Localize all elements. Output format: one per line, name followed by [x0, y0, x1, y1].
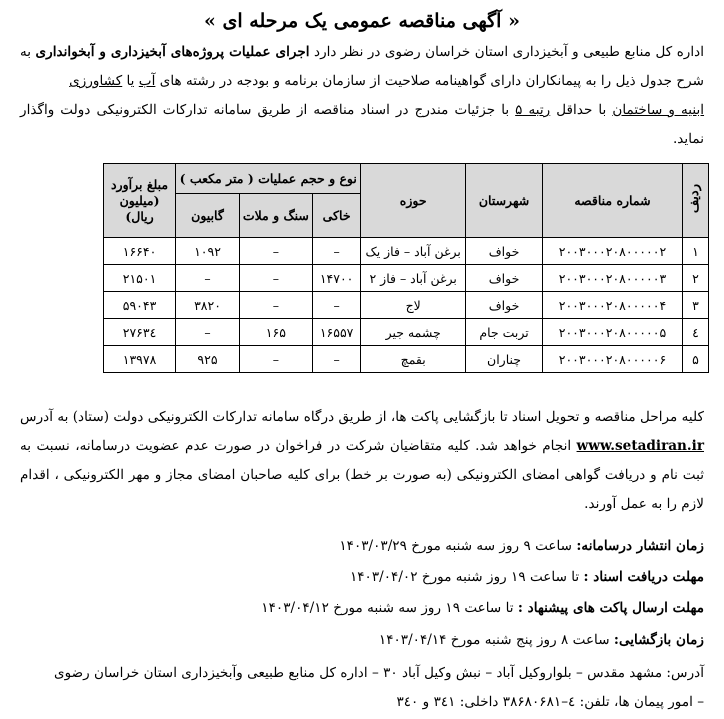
header-estimate: مبلغ برآورد (میلیون ریال)	[104, 164, 176, 238]
cell-stone: –	[239, 265, 312, 292]
header-area: حوزه	[361, 164, 466, 238]
cell-area: برغن آباد – فاز یک	[361, 238, 466, 265]
cell-earth: –	[312, 238, 361, 265]
cell-area: بقمچ	[361, 346, 466, 373]
schedule-label: زمان انتشار درسامانه:	[576, 538, 704, 554]
notice-title: « آگهی مناقصه عمومی یک مرحله ای »	[204, 10, 520, 32]
intro-text-4: با جزئیات مندرج در اسناد مناقصه از طریق سامانه تدارکات الکترونیکی دولت واگذار نماید.	[20, 102, 704, 147]
cell-county: تربت جام	[466, 319, 543, 346]
address-line-2: – امور پیمان ها، تلفن: ٤–۳۸۶۸۰۶۸۱ داخلی: ۳٤۱ و ۳٤۰	[396, 694, 704, 710]
field-water: آب	[138, 73, 156, 89]
stages-paragraph	[20, 403, 704, 519]
table-row	[104, 319, 709, 346]
schedule-value: ساعت ۹ روز سه شنبه مورخ ۱۴۰۳/۰۳/۲۹	[339, 538, 577, 554]
header-county: شهرستان	[466, 164, 543, 238]
intro-or-1: یا	[122, 73, 139, 89]
stages-text-2: انجام خواهد شد. کلیه متقاضیان شرکت در فراخوان در صورت عدم عضویت درسامانه، نسبت به ثبت نام و دریافت گواهی امضای الکترونیکی (به صورت بر خط) برای کلیه صاحبان امضای مجاز و مهر الکترونیکی ، اقدام لازم را به عمل آورند.	[20, 438, 704, 512]
schedule-receive-docs	[20, 563, 704, 592]
cell-tender-no: ۲۰۰۳۰۰۰۲۰۸۰۰۰۰۰۳	[543, 265, 683, 292]
schedule-submit-bids	[20, 594, 704, 623]
header-ops-group: نوع و حجم عملیات ( متر مکعب )	[176, 164, 361, 194]
schedule-label: مهلت ارسال پاکت های پیشنهاد :	[517, 600, 704, 616]
cell-tender-no: ۲۰۰۳۰۰۰۲۰۸۰۰۰۰۰۶	[543, 346, 683, 373]
cell-stone: –	[239, 238, 312, 265]
schedule-label: مهلت دریافت اسناد :	[583, 569, 704, 585]
cell-stone: –	[239, 292, 312, 319]
field-agriculture: کشاورزی	[69, 73, 123, 89]
address-line-1: آدرس: مشهد مقدس – بلواروکیل آباد – نبش وکیل آباد ۳۰ – اداره کل منابع طبیعی وآبخیزداری استان خراسان رضوی	[53, 665, 704, 681]
project-title: اجرای عملیات پروژه‌های آبخیزداری و آبخوانداری	[35, 44, 310, 60]
cell-estimate: ۱۳۹۷۸	[104, 346, 176, 373]
schedule-value: تا ساعت ۱۹ روز شنبه مورخ ۱۴۰۳/۰۴/۰۲	[349, 569, 584, 585]
cell-area: چشمه جیر	[361, 319, 466, 346]
header-row-no: ردیف	[682, 164, 708, 238]
cell-estimate: ۱۶۶۴۰	[104, 238, 176, 265]
intro-paragraph	[20, 38, 704, 154]
cell-earth: ۱۴۷۰۰	[312, 265, 361, 292]
cell-gabion: ۱۰۹۲	[176, 238, 240, 265]
table-row	[104, 292, 709, 319]
cell-earth: ۱۶۵۵۷	[312, 319, 361, 346]
tender-table	[103, 163, 709, 373]
header-tender-no: شماره مناقصه	[543, 164, 683, 238]
intro-text-2: به شرح جدول ذیل را به پیمانکاران دارای گواهینامه صلاحیت از سازمان برنامه و بودجه در رشته های	[20, 44, 704, 89]
cell-earth: –	[312, 346, 361, 373]
cell-gabion: ۹۲۵	[176, 346, 240, 373]
cell-gabion: ۳۸۲۰	[176, 292, 240, 319]
table-row	[104, 265, 709, 292]
intro-text-1: اداره کل منابع طبیعی و آبخیزداری استان خراسان رضوی در نظر دارد	[309, 44, 704, 60]
schedule-opening	[20, 626, 704, 655]
field-building: ابنیه و ساختمان	[612, 102, 705, 118]
cell-gabion: –	[176, 319, 240, 346]
cell-area: لاج	[361, 292, 466, 319]
cell-row-no: ٤	[682, 319, 708, 346]
header-gabion: گابیون	[176, 194, 240, 238]
table-row	[104, 346, 709, 373]
cell-county: چناران	[466, 346, 543, 373]
cell-county: خواف	[466, 292, 543, 319]
schedule-value: ساعت ۸ روز پنج شنبه مورخ ۱۴۰۳/۰۴/۱۴	[378, 632, 614, 648]
cell-stone: –	[239, 346, 312, 373]
schedule-label: زمان بازگشایی:	[613, 632, 704, 648]
cell-row-no: ۲	[682, 265, 708, 292]
schedule-publish	[20, 532, 704, 561]
cell-row-no: ۳	[682, 292, 708, 319]
cell-gabion: –	[176, 265, 240, 292]
cell-county: خواف	[466, 238, 543, 265]
cell-tender-no: ۲۰۰۳۰۰۰۲۰۸۰۰۰۰۰۲	[543, 238, 683, 265]
cell-earth: –	[312, 292, 361, 319]
min-rank: رتبه ۵	[515, 102, 551, 118]
intro-text-3: با حداقل	[550, 102, 613, 118]
cell-estimate: ۲۱۵۰۱	[104, 265, 176, 292]
cell-row-no: ۱	[682, 238, 708, 265]
table-row	[104, 238, 709, 265]
stages-text-1: کلیه مراحل مناقصه و تحویل اسناد تا بازگشایی پاکت ها، از طریق درگاه سامانه تدارکات الکترونیکی دولت (ستاد) به آدرس	[20, 409, 704, 425]
cell-county: خواف	[466, 265, 543, 292]
cell-stone: ۱۶۵	[239, 319, 312, 346]
setad-link[interactable]: www.setadiran.ir	[576, 438, 704, 454]
cell-row-no: ۵	[682, 346, 708, 373]
header-stone: سنگ و ملات	[239, 194, 312, 238]
cell-area: برغن آباد – فاز ۲	[361, 265, 466, 292]
cell-tender-no: ۲۰۰۳۰۰۰۲۰۸۰۰۰۰۰۴	[543, 292, 683, 319]
cell-estimate: ۵۹۰۴۳	[104, 292, 176, 319]
schedule-value: تا ساعت ۱۹ روز سه شنبه مورخ ۱۴۰۳/۰۴/۱۲	[261, 600, 518, 616]
cell-estimate: ۲۷۶۳٤	[104, 319, 176, 346]
cell-tender-no: ۲۰۰۳۰۰۰۲۰۸۰۰۰۰۰۵	[543, 319, 683, 346]
header-earth: خاکی	[312, 194, 361, 238]
